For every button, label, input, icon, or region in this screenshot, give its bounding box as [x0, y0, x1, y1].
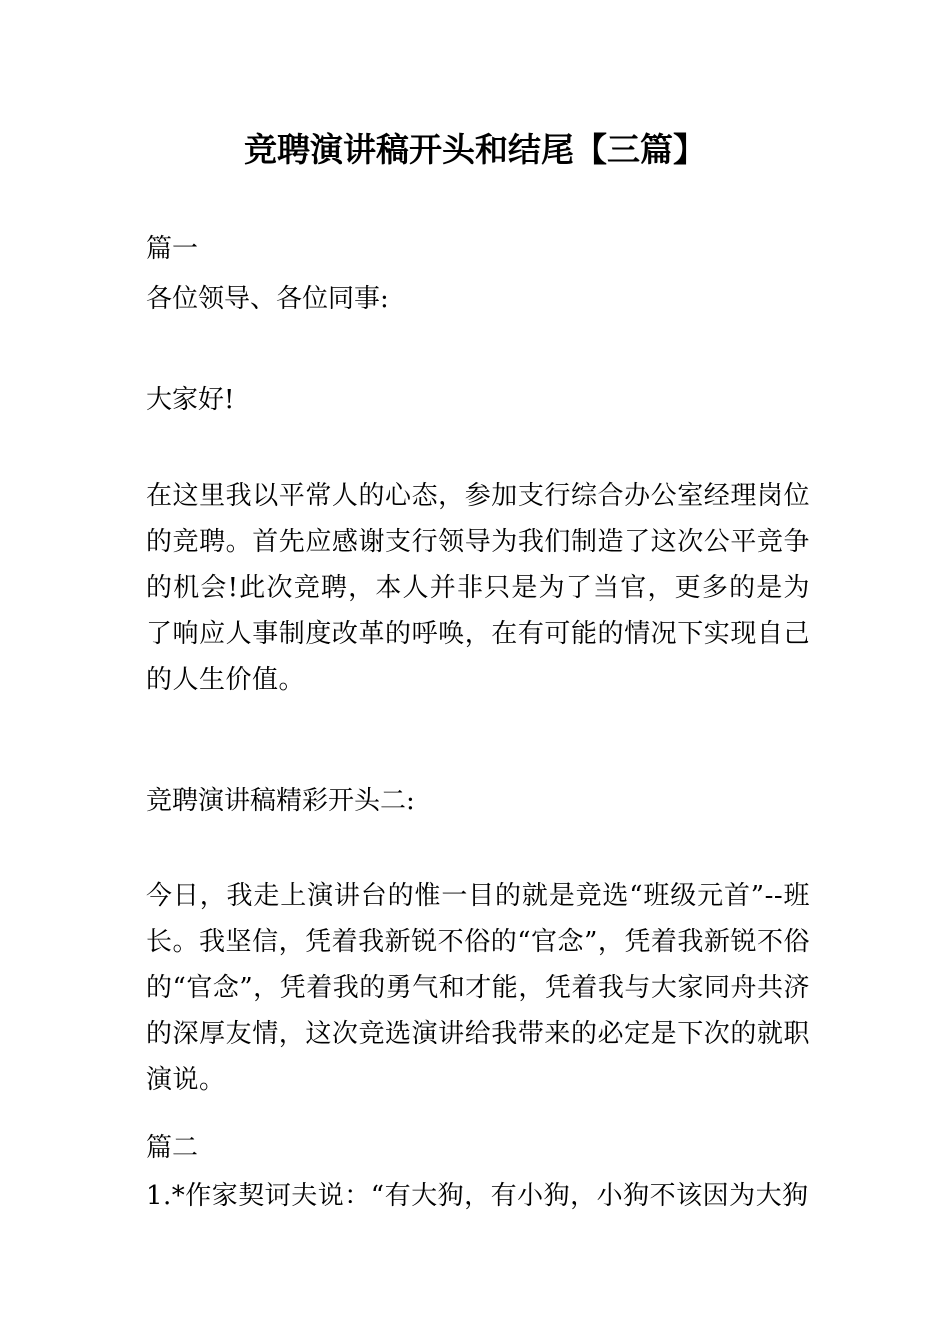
- paragraph-3-partial: 1.*作家契诃夫说：“有大狗，有小狗，小狗不该因为大狗: [146, 1181, 809, 1211]
- greeting: 大家好!: [146, 385, 235, 415]
- part2-heading: 篇二: [146, 1133, 199, 1163]
- salutation: 各位领导、各位同事:: [146, 284, 389, 314]
- paragraph-2: 今日，我走上演讲台的惟一目的就是竞选“班级元首”--班长。我坚信，凭着我新锐不俗的“官念”，凭着我新锐不俗的“官念”，凭着我的勇气和才能，凭着我与大家同舟共济的深厚友情，这次竞选演讲给我带来的必定是下次的就职演说。: [146, 881, 810, 1095]
- paragraph-1: 在这里我以平常人的心态，参加支行综合办公室经理岗位的竞聘。首先应感谢支行领导为我们制造了这次公平竞争的机会!此次竞聘，本人并非只是为了当官，更多的是为了响应人事制度改革的呼唤，在有可能的情况下实现自己的人生价值。: [146, 481, 810, 695]
- subheading-2: 竞聘演讲稿精彩开头二:: [146, 786, 415, 816]
- part1-heading: 篇一: [146, 234, 199, 264]
- document-title: 竞聘演讲稿开头和结尾【三篇】: [244, 130, 706, 169]
